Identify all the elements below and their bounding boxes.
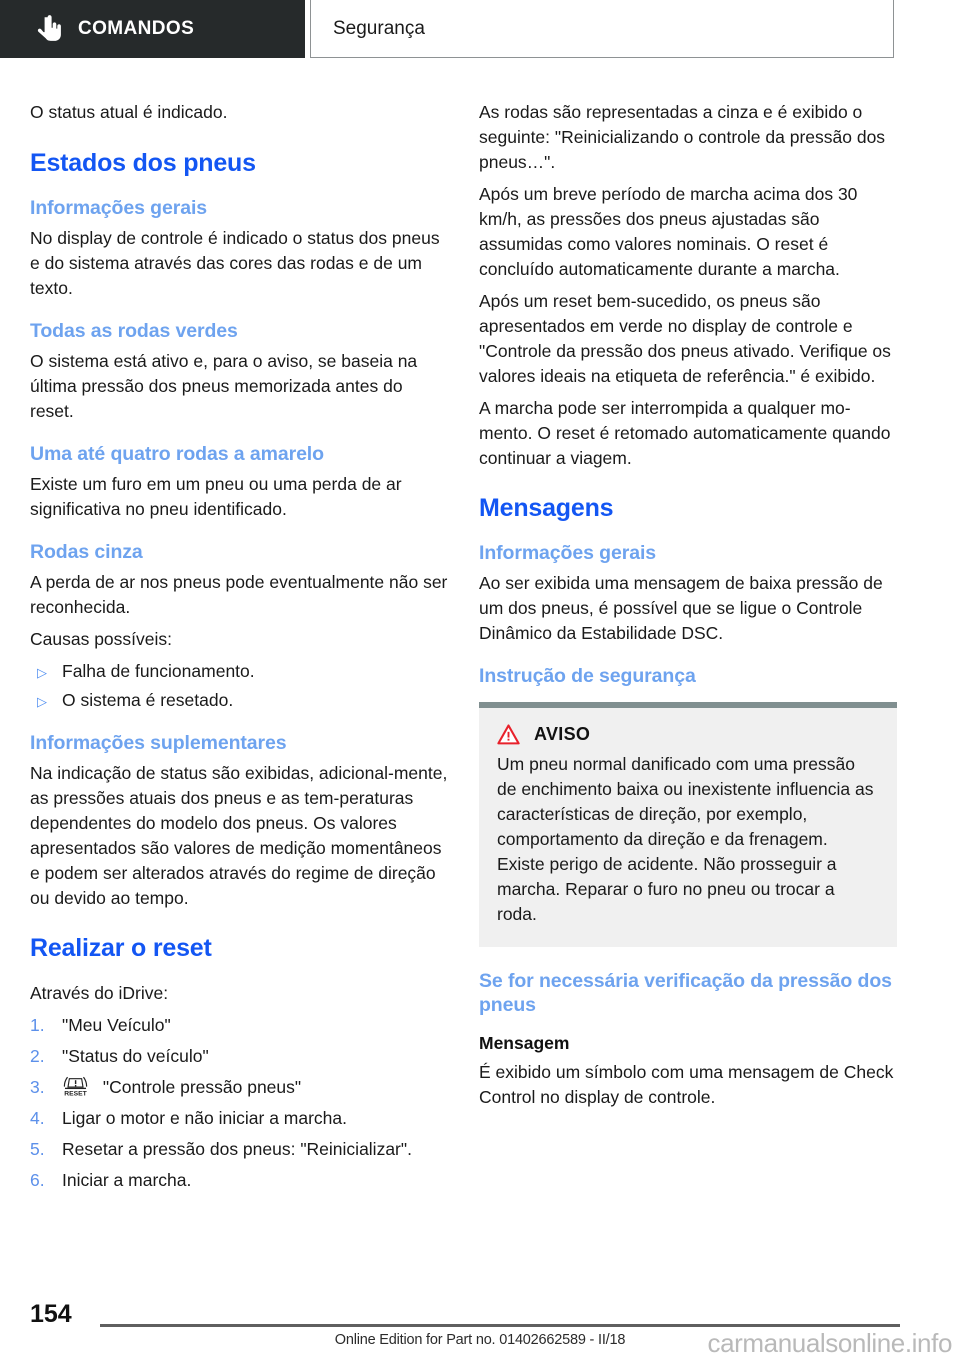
list-item xyxy=(30,1013,448,1038)
list-item-label: "Meu Veículo" xyxy=(62,1015,171,1035)
tpms-reset-icon xyxy=(62,1076,92,1097)
right-column xyxy=(479,100,897,1117)
section-heading-realizar-o-reset: Realizar o reset xyxy=(30,934,212,962)
warning-text: Um pneu normal danificado com uma pressão de enchimento baixa ou inexistente influencia as características de direção, por exemplo, comportamento da direção e da frenagem. Existe perigo de acidente. Não prosseguir a marcha. Reparar o furo no pneu ou trocar a roda. xyxy=(497,754,874,924)
list-item xyxy=(30,688,448,713)
paragraph-mensagem: É exibido um símbolo com uma mensagem de Check Control no display de controle. xyxy=(479,1062,894,1107)
pointing-hand-icon xyxy=(36,15,62,43)
paragraph-marcha-interrompida: A marcha pode ser interrompida a qualquer mo-mento. O reset é retomado automaticamente quando continuar a viagem. xyxy=(479,398,891,468)
list-item-label: "Status do veículo" xyxy=(62,1046,209,1066)
paragraph-informacoes-gerais: No display de controle é indicado o status dos pneus e do sistema através das cores das rodas e de um texto. xyxy=(30,228,440,298)
tab-seguranca[interactable] xyxy=(310,0,894,58)
warning-title: AVISO xyxy=(534,724,591,744)
paragraph-apos-reset-sucedido: Após um reset bem-sucedido, os pneus são apresentados em verde no display de controle e "Controle da pressão dos pneus ativado. Verifique os valores ideais na etiqueta de referência." é exibido. xyxy=(479,291,891,386)
list-item xyxy=(30,1044,448,1069)
list-item-number: 6. xyxy=(30,1170,45,1190)
section-heading-estados-dos-pneus: Estados dos pneus xyxy=(30,149,256,177)
list-item-label: "Controle pressão pneus" xyxy=(102,1077,302,1097)
footer-divider xyxy=(100,1324,900,1327)
list-item-label: Resetar a pressão dos pneus: "Reinicializar". xyxy=(62,1139,412,1159)
subheading-se-for-necessaria-verificacao: Se for necessária verificação da pressão dos pneus xyxy=(479,970,892,1016)
triangle-bullet-icon: ▷ xyxy=(37,665,47,680)
intro-paragraph: O status atual é indicado. xyxy=(30,102,228,122)
subheading-todas-as-rodas-verdes: Todas as rodas verdes xyxy=(30,320,238,342)
subheading-instrucao-de-seguranca: Instrução de segurança xyxy=(479,665,696,687)
triangle-bullet-icon: ▷ xyxy=(37,694,47,709)
list-item xyxy=(30,1137,448,1162)
list-item-number: 5. xyxy=(30,1139,45,1159)
bullet-list-causas xyxy=(30,659,448,713)
list-item xyxy=(30,659,448,684)
numbered-list-reset-steps xyxy=(30,1013,448,1193)
warning-header xyxy=(497,724,879,745)
list-item-label: Ligar o motor e não iniciar a marcha. xyxy=(62,1108,347,1128)
warning-triangle-icon xyxy=(497,724,520,745)
section-heading-mensagens: Mensagens xyxy=(479,494,614,522)
list-item-number: 1. xyxy=(30,1015,45,1035)
tab-comandos[interactable] xyxy=(0,0,305,58)
left-column xyxy=(30,100,448,1199)
paragraph-atraves-do-idrive: Através do iDrive: xyxy=(30,983,169,1003)
list-item-number: 4. xyxy=(30,1108,45,1128)
subheading-informacoes-suplementares: Informações suplementares xyxy=(30,732,287,754)
paragraph-rodas-cinza-exibido: As rodas são representadas a cinza e é exibido o seguinte: "Reinicializando o controle da pressão dos pneus…". xyxy=(479,102,886,172)
list-item xyxy=(30,1075,448,1100)
list-item-label: O sistema é resetado. xyxy=(62,690,234,710)
list-item-label: Iniciar a marcha. xyxy=(62,1170,192,1190)
subheading-rodas-cinza: Rodas cinza xyxy=(30,541,143,563)
paragraph-uma-ate-quatro-rodas-amarelo: Existe um furo em um pneu ou uma perda de ar significativa no pneu identificado. xyxy=(30,474,402,519)
list-item xyxy=(30,1168,448,1193)
list-item xyxy=(30,1106,448,1131)
list-item-number: 3. xyxy=(30,1077,45,1097)
page-number: 154 xyxy=(30,1300,72,1328)
list-item-number: 2. xyxy=(30,1046,45,1066)
paragraph-informacoes-gerais-mensagens: Ao ser exibida uma mensagem de baixa pressão de um dos pneus, é possível que se ligue o Controle Dinâmico da Estabilidade DSC. xyxy=(479,573,883,643)
subheading-uma-ate-quatro-rodas-amarelo: Uma até quatro rodas a amarelo xyxy=(30,443,324,465)
tab-seguranca-label: Segurança xyxy=(333,17,425,39)
subheading-informacoes-gerais: Informações gerais xyxy=(30,197,208,219)
subheading-informacoes-gerais-mensagens: Informações gerais xyxy=(479,542,657,564)
edition-note: Online Edition for Part no. 01402662589 - II/18 xyxy=(334,1332,626,1348)
paragraph-todas-as-rodas-verdes: O sistema está ativo e, para o aviso, se baseia na última pressão dos pneus memorizada antes do reset. xyxy=(30,351,418,421)
paragraph-apos-breve-periodo: Após um breve período de marcha acima dos 30 km/h, as pressões dos pneus ajustadas são assumidas como valores nominais. O reset é concluído automaticamente durante a marcha. xyxy=(479,184,858,279)
paragraph-rodas-cinza: A perda de ar nos pneus pode eventualmente não ser reconhecida. xyxy=(30,572,448,617)
warning-box xyxy=(479,702,897,947)
paragraph-causas-possiveis: Causas possíveis: xyxy=(30,629,173,649)
subheading-mensagem: Mensagem xyxy=(479,1033,570,1053)
tab-comandos-label: COMANDOS xyxy=(78,18,195,39)
watermark: carmanualsonline.info xyxy=(707,1328,952,1358)
page-footer xyxy=(0,1280,960,1362)
list-item-label: Falha de funcionamento. xyxy=(62,661,255,681)
svg-text:RESET: RESET xyxy=(64,1090,87,1097)
paragraph-informacoes-suplementares: Na indicação de status são exibidas, adicional-mente, as pressões atuais dos pneus e as tem-peraturas dependentes do modelo dos pneus. Os valores apresentados são valores de medição momentâneos e podem ser alterados através do regime de direção ou devido ao tempo. xyxy=(30,763,448,908)
page-header xyxy=(0,0,960,62)
